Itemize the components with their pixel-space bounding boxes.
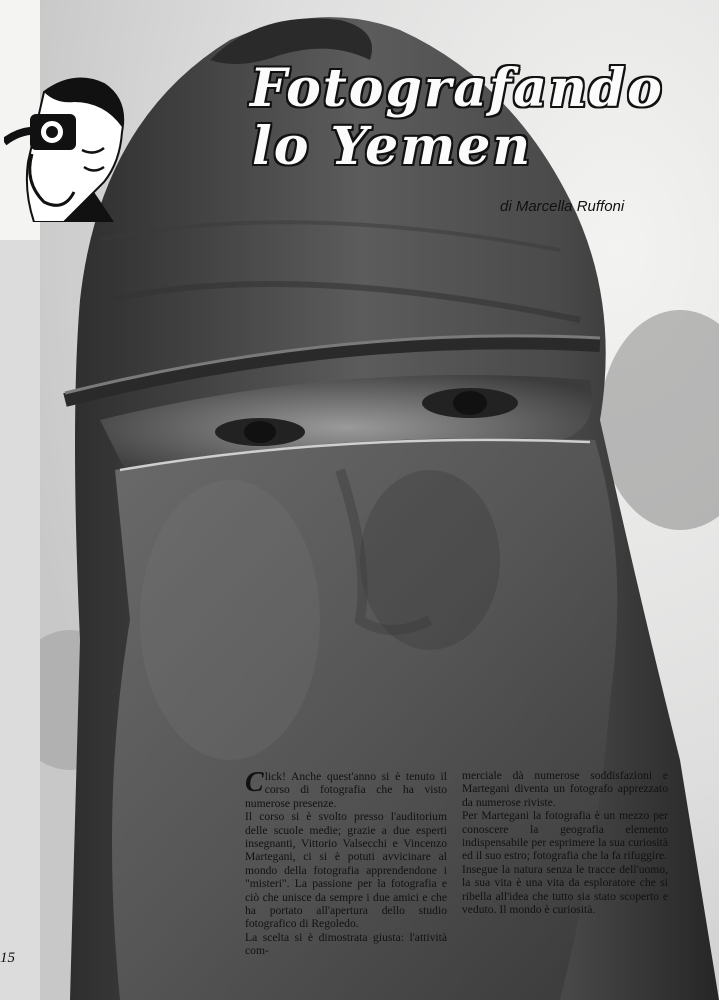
text-column-1 <box>245 767 447 958</box>
paragraph <box>245 767 447 810</box>
page-number: 15 <box>0 950 15 966</box>
photographer-cartoon-logo <box>4 72 128 222</box>
article-title <box>250 60 710 176</box>
paragraph: merciale dà numerose soddisfazioni e Martegani diventa un fotografo apprezzato da numerose riviste. <box>462 769 668 809</box>
byline: di Marcella Ruffoni <box>500 198 625 215</box>
paragraph: La scelta si è dimostrata giusta: l'attività com- <box>245 930 447 958</box>
title-line-2: lo Yemen <box>252 116 533 177</box>
title-line-1: Fotografando <box>250 58 664 119</box>
drop-cap: C <box>245 767 264 798</box>
text-column-2 <box>462 769 668 916</box>
paragraph: Il corso si è svolto presso l'auditorium delle scuole medie; grazie a due esperti insegnanti, Vittorio Valsecchi e Vincenzo Martegani, ci si è potuti avvicinare al mondo della fotografia apprendendone i "misteri". La passione per la fotografia e ciò che unisce da sempre i due amici e che ha portato all'apertura dello studio fotografico di Regoledo. <box>245 810 447 931</box>
paragraph: Insegue la natura senza le tracce dell'uomo, la sua vita è una vita da esploratore che si ribella all'idea che tutto sia stato scoperto e veduto. Il mondo è curiosità. <box>462 862 668 917</box>
left-margin-strip <box>0 240 40 1000</box>
paragraph: Per Martegani la fotografia è un mezzo per conoscere la geografia elemento indispensabile per esprimere la sua curiosità ed il suo estro; fotografia che la fa rifuggire. <box>462 809 668 863</box>
paragraph-text: lick! Anche quest'anno si è tenuto il corso di fotografia che ha visto numerose presenze. <box>245 770 447 810</box>
